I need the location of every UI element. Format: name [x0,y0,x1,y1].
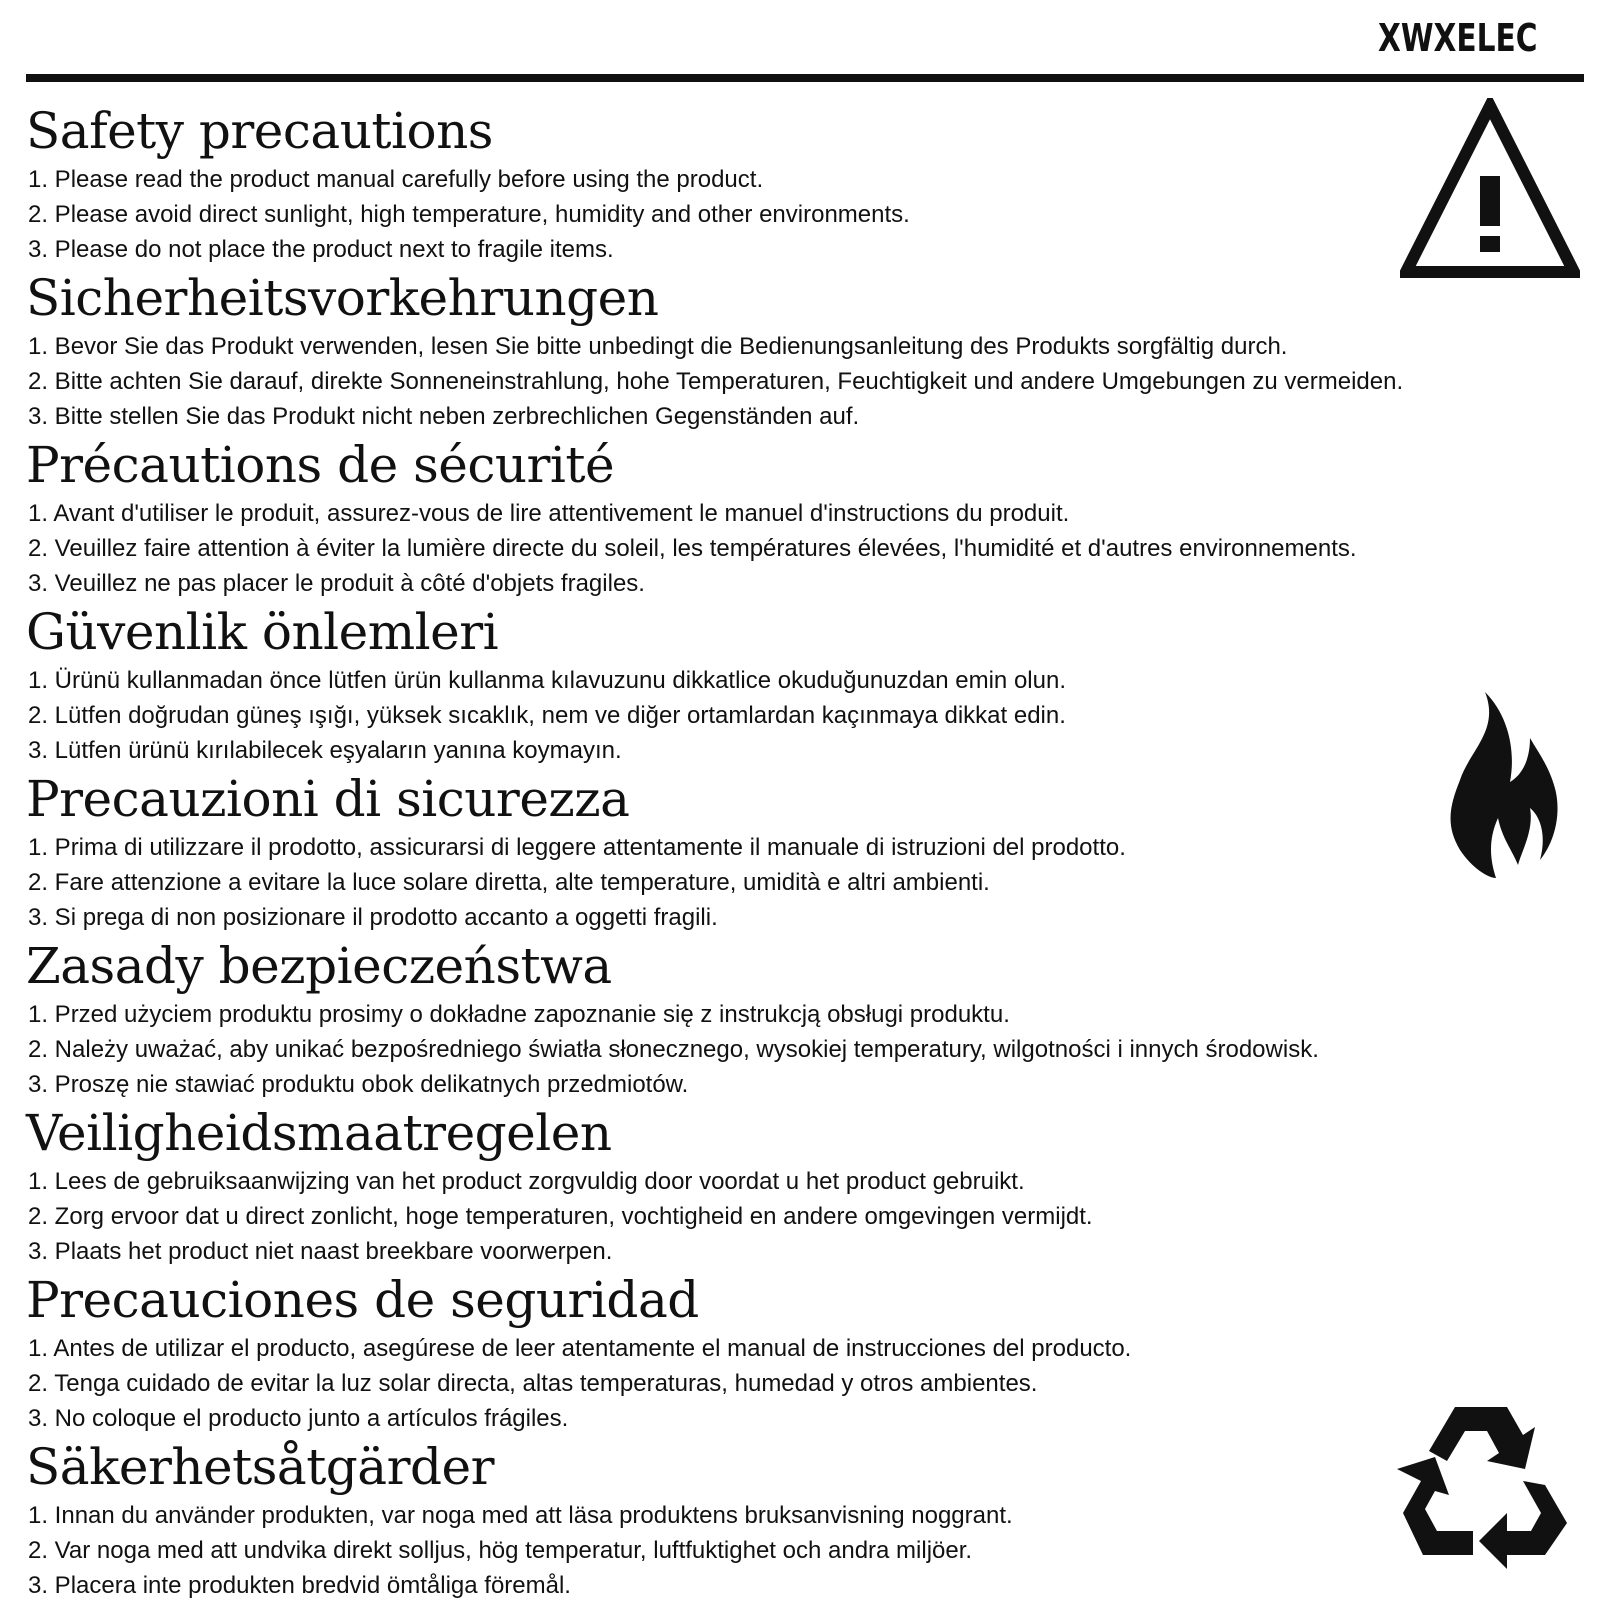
recycle-icon [1395,1395,1570,1570]
section-title: Sicherheitsvorkehrungen [26,269,659,327]
header-divider [26,74,1584,82]
section-pl [26,935,1566,1102]
list-item: 3. Bitte stellen Sie das Produkt nicht neben zerbrechlichen Gegenständen auf. [28,403,860,430]
list-item: 1. Lees de gebruiksaanwijzing van het product zorgvuldig door voordat u het product gebruikt. [28,1168,1025,1195]
list-item: 3. Please do not place the product next to fragile items. [28,236,614,263]
precaution-list [26,830,1566,935]
list-item: 3. Proszę nie stawiać produktu obok delikatnych przedmiotów. [28,1071,689,1098]
section-title: Säkerhetsåtgärder [26,1438,495,1496]
section-tr [26,601,1566,768]
list-item: 1. Antes de utilizar el producto, asegúrese de leer atentamente el manual de instrucciones del producto. [28,1335,1132,1362]
section-title: Précautions de sécurité [26,436,615,494]
list-item: 2. Bitte achten Sie darauf, direkte Sonneneinstrahlung, hohe Temperaturen, Feuchtigkeit und andere Umgebungen zu vermeiden. [28,368,1404,395]
precaution-list [26,1498,1566,1603]
list-item: 3. Veuillez ne pas placer le produit à côté d'objets fragiles. [28,570,645,597]
list-item: 3. No coloque el producto junto a artículos frágiles. [28,1405,569,1432]
section-title: Güvenlik önlemleri [26,603,499,661]
list-item: 1. Avant d'utiliser le produit, assurez-vous de lire attentivement le manuel d'instructions du produit. [28,500,1070,527]
precaution-list [26,162,1566,267]
list-item: 2. Należy uważać, aby unikać bezpośredniego światła słonecznego, wysokiej temperatury, wilgotności i innych środowisk. [28,1036,1319,1063]
list-item: 1. Prima di utilizzare il prodotto, assicurarsi di leggere attentamente il manuale di istruzioni del prodotto. [28,834,1126,861]
list-item: 1. Bevor Sie das Produkt verwenden, lesen Sie bitte unbedingt die Bedienungsanleitung des Produkts sorgfältig durch. [28,333,1288,360]
precaution-list [26,663,1566,768]
list-item: 2. Fare attenzione a evitare la luce solare diretta, alte temperature, umidità e altri ambienti. [28,869,990,896]
list-item: 2. Zorg ervoor dat u direct zonlicht, hoge temperaturen, vochtigheid en andere omgevingen vermijdt. [28,1203,1093,1230]
section-nl [26,1102,1566,1269]
list-item: 2. Tenga cuidado de evitar la luz solar directa, altas temperaturas, humedad y otros ambientes. [28,1370,1038,1397]
section-it [26,768,1566,935]
list-item: 1. Ürünü kullanmadan önce lütfen ürün kullanma kılavuzunu dikkatlice okuduğunuzdan emin olun. [28,667,1066,694]
list-item: 3. Placera inte produkten bredvid ömtåliga föremål. [28,1572,571,1599]
list-item: 2. Var noga med att undvika direkt solljus, hög temperatur, luftfuktighet och andra miljöer. [28,1537,973,1564]
list-item: 1. Przed użyciem produktu prosimy o dokładne zapoznanie się z instrukcją obsługi produktu. [28,1001,1010,1028]
list-item: 1. Innan du använder produkten, var noga med att läsa produktens bruksanvisning noggrant. [28,1502,1013,1529]
brand-logo: XWXELEC [1378,16,1538,60]
warning-triangle-icon [1400,98,1580,280]
precaution-list [26,329,1566,434]
precaution-list [26,496,1566,601]
section-sv [26,1436,1566,1603]
section-title: Zasady bezpieczeństwa [26,937,612,995]
list-item: 2. Veuillez faire attention à éviter la lumière directe du soleil, les températures élevées, l'humidité et d'autres environnements. [28,535,1357,562]
section-title: Veiligheidsmaatregelen [26,1104,612,1162]
section-title: Precauzioni di sicurezza [26,770,630,828]
list-item: 3. Lütfen ürünü kırılabilecek eşyaların yanına koymayın. [28,737,622,764]
list-item: 3. Plaats het product niet naast breekbare voorwerpen. [28,1238,613,1265]
section-en [26,100,1566,267]
section-de [26,267,1566,434]
precaution-list [26,1331,1566,1436]
flame-icon [1430,690,1560,880]
precaution-list [26,997,1566,1102]
section-title: Precauciones de seguridad [26,1271,699,1329]
list-item: 3. Si prega di non posizionare il prodotto accanto a oggetti fragili. [28,904,718,931]
section-title: Safety precautions [26,102,493,160]
list-item: 2. Please avoid direct sunlight, high temperature, humidity and other environments. [28,201,910,228]
section-es [26,1269,1566,1436]
list-item: 2. Lütfen doğrudan güneş ışığı, yüksek sıcaklık, nem ve diğer ortamlardan kaçınmaya dikkat edin. [28,702,1066,729]
section-fr [26,434,1566,601]
list-item: 1. Please read the product manual carefully before using the product. [28,166,764,193]
precaution-list [26,1164,1566,1269]
safety-content [26,100,1566,1603]
